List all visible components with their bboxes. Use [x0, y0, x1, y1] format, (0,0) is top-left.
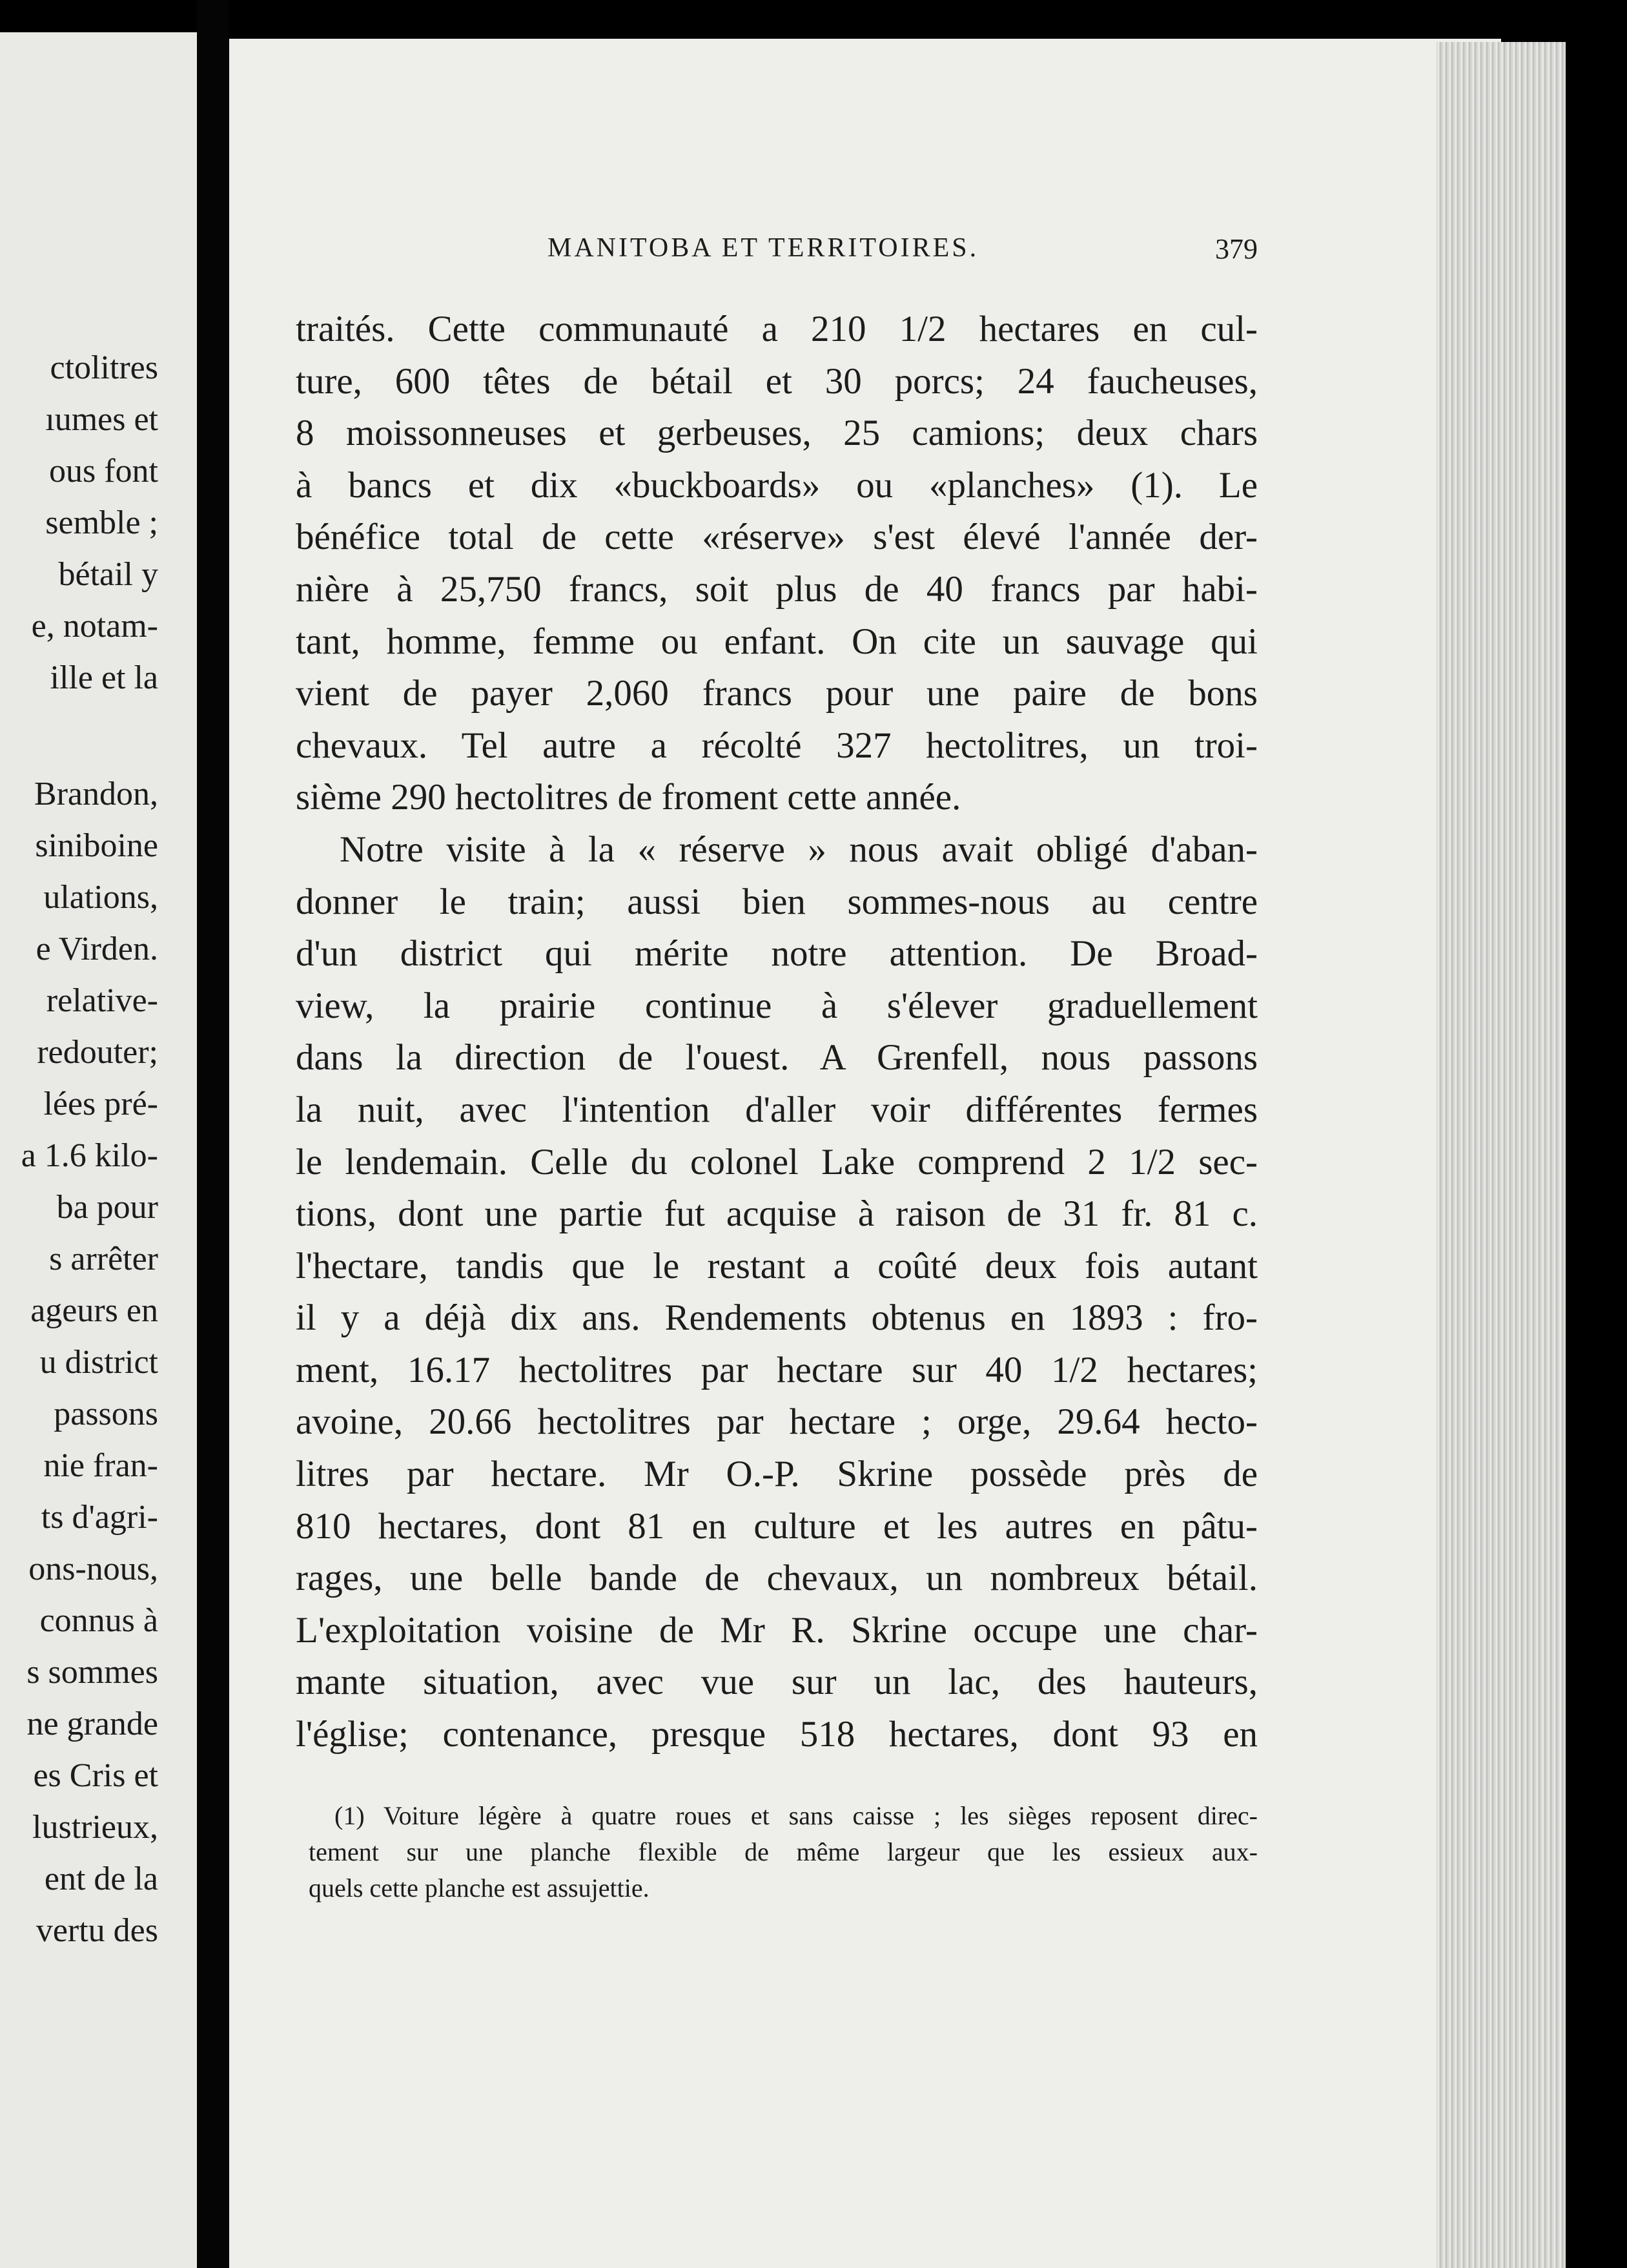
- text-line: donner le train; aussi bien sommes-nous au centre: [296, 881, 1258, 922]
- text-line: à bancs et dix «buckboards» ou «planches» (1). Le: [296, 464, 1258, 506]
- text-line: l'hectare, tandis que le restant a coûté deux fois autant: [296, 1245, 1258, 1286]
- text-line: il y a déjà dix ans. Rendements obtenus en 1893 : fro-: [296, 1297, 1258, 1339]
- left-line: lustrieux,: [32, 1809, 158, 1846]
- text-line: tant, homme, femme ou enfant. On cite un sauvage qui: [296, 621, 1258, 662]
- left-line: nie fran-: [43, 1447, 158, 1484]
- left-line: semble ;: [45, 504, 158, 541]
- left-line: siniboine: [35, 827, 158, 864]
- text-line: dans la direction de l'ouest. A Grenfell, nous passons: [296, 1037, 1258, 1078]
- footnote-line: tement sur une planche flexible de même largeur que les essieux aux-: [309, 1837, 1258, 1866]
- left-line: s sommes: [26, 1654, 158, 1691]
- left-line: passons: [54, 1396, 158, 1432]
- text-line: sième 290 hectolitres de froment cette année.: [296, 777, 961, 818]
- left-line: a 1.6 kilo-: [21, 1137, 158, 1174]
- text-line: view, la prairie continue à s'élever graduellement: [296, 985, 1258, 1026]
- text-line: ment, 16.17 hectolitres par hectare sur 40 1/2 hectares;: [296, 1349, 1258, 1390]
- book-gutter: [197, 0, 229, 2268]
- left-line: ent de la: [44, 1861, 158, 1897]
- text-line: tions, dont une partie fut acquise à raison de 31 fr. 81 c.: [296, 1193, 1258, 1235]
- left-line: ba pour: [56, 1189, 158, 1226]
- text-line: 810 hectares, dont 81 en culture et les autres en pâtu-: [296, 1505, 1258, 1547]
- text-line: rages, une belle bande de chevaux, un nombreux bétail.: [296, 1558, 1258, 1599]
- left-line: ageurs en: [30, 1292, 158, 1329]
- edge-shadow: [1566, 39, 1627, 2268]
- text-line: traités. Cette communauté a 210 1/2 hectares en cul-: [296, 309, 1258, 349]
- text-line: ture, 600 têtes de bétail et 30 porcs; 24 faucheuses,: [296, 360, 1258, 402]
- left-line: ulations,: [43, 879, 158, 916]
- text-line: nière à 25,750 francs, soit plus de 40 francs par habi-: [296, 568, 1258, 610]
- facing-page-fragment: [0, 32, 197, 2268]
- left-line: ous font: [49, 453, 158, 490]
- footnote-line: quels cette planche est assujettie.: [309, 1873, 650, 1902]
- footnote-line: (1) Voiture légère à quatre roues et sans caisse ; les sièges reposent direc-: [334, 1801, 1258, 1830]
- left-line: lées pré-: [43, 1086, 158, 1122]
- text-line: mante situation, avec vue sur un lac, des hauteurs,: [296, 1662, 1258, 1703]
- left-line: u district: [39, 1344, 158, 1381]
- body-text: [296, 304, 1258, 1761]
- page-number: 379: [1215, 233, 1258, 265]
- text-line: le lendemain. Celle du colonel Lake comprend 2 1/2 sec-: [296, 1141, 1258, 1182]
- text-line: d'un district qui mérite notre attention. De Broad-: [296, 933, 1258, 974]
- text-line: bénéfice total de cette «réserve» s'est élevé l'année der-: [296, 517, 1258, 558]
- left-line: relative-: [46, 982, 158, 1019]
- left-line: connus à: [39, 1602, 158, 1639]
- text-line: litres par hectare. Mr O.-P. Skrine possède près de: [296, 1454, 1258, 1495]
- page-header: [296, 232, 1258, 271]
- left-line: ne grande: [26, 1706, 158, 1742]
- text-line: L'exploitation voisine de Mr R. Skrine occupe une char-: [296, 1609, 1258, 1651]
- text-line: l'église; contenance, presque 518 hectares, dont 93 en: [296, 1714, 1258, 1755]
- left-line: bétail y: [58, 556, 158, 593]
- left-line: es Cris et: [33, 1757, 158, 1794]
- left-line: redouter;: [37, 1034, 158, 1071]
- left-line: ons-nous,: [28, 1551, 158, 1587]
- left-line: ctolitres: [50, 349, 158, 386]
- footnote: [309, 1798, 1258, 1906]
- text-line: la nuit, avec l'intention d'aller voir différentes fermes: [296, 1089, 1258, 1130]
- running-head: MANITOBA ET TERRITOIRES.: [547, 233, 979, 263]
- left-line: s arrêter: [49, 1241, 158, 1277]
- left-line: ille et la: [50, 659, 158, 696]
- left-line: ts d'agri-: [41, 1499, 158, 1536]
- text-line: vient de payer 2,060 francs pour une paire de bons: [296, 673, 1258, 714]
- left-line: ıumes et: [45, 401, 158, 438]
- text-line: avoine, 20.66 hectolitres par hectare ; orge, 29.64 hecto-: [296, 1401, 1258, 1443]
- text-line: 8 moissonneuses et gerbeuses, 25 camions; deux chars: [296, 413, 1258, 454]
- text-line: chevaux. Tel autre a récolté 327 hectolitres, un troi-: [296, 725, 1258, 766]
- text-line: Notre visite à la « réserve » nous avait obligé d'aban-: [340, 829, 1258, 870]
- left-line: e, notam-: [31, 608, 158, 644]
- left-line: vertu des: [36, 1912, 158, 1949]
- page-edge: [1437, 42, 1566, 2268]
- left-line: Brandon,: [34, 776, 158, 812]
- left-line: e Virden.: [36, 931, 158, 967]
